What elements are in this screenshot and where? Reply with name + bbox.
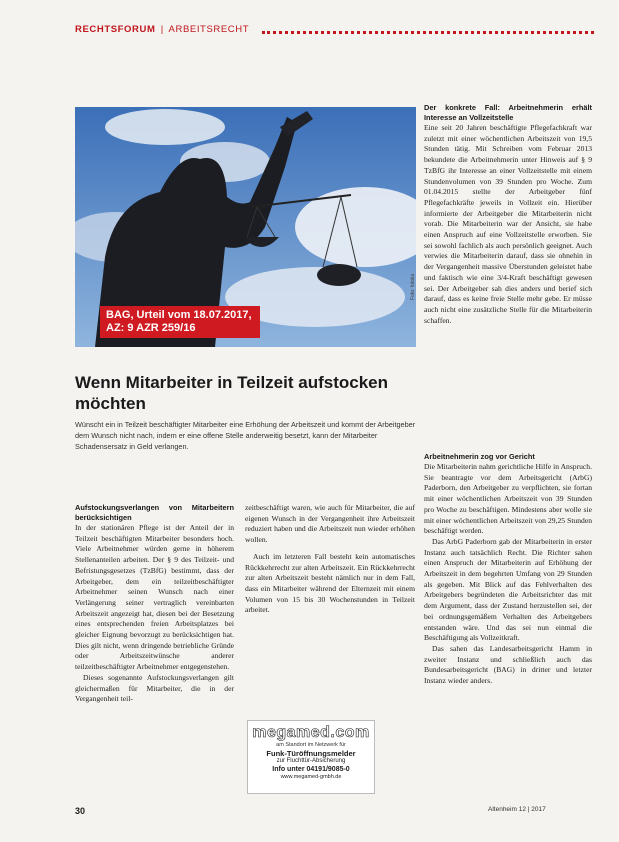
- section-name: RECHTSFORUM: [75, 24, 156, 35]
- subsection-name: ARBEITSRECHT: [168, 24, 250, 35]
- ad-line: am Standort im Netzwerk für: [276, 742, 346, 748]
- paragraph: Das sahen das Landesarbeitsgericht Hamm in zweiter Instanz und schließlich auch das Bundesarbeitsgericht (BAG) in dritter und letzter Instanz wieder anders.: [424, 643, 592, 686]
- magazine-issue: Altenheim 12 | 2017: [488, 806, 546, 813]
- header-dotted-rule: [262, 31, 594, 34]
- paragraph: Das ArbG Paderborn gab der Mitarbeiterin in erster Instanz auch tatsächlich Recht. Die Richter sahen einen Anspruch der Mitarbeiterin auf Erhöhung der Arbeitszeit in dem begehrten Umfang von 29 Stunden als gegeben. Mit Blick auf das Fehlverhalten des Arbeitgebers begründeten die Arbeitsrichter das mit dem Argument, dass der Zustand herzustellen sei, der bei ordnungsgemäßem Verhalten des Arbeitgebers entstanden wäre. Und das sei nun einmal die Beschäftigung als Vollzeitkraft.: [424, 536, 592, 643]
- ruling-case-number: AZ: 9 AZR 259/16: [106, 322, 196, 334]
- advertisement: [247, 720, 375, 794]
- ruling-date: BAG, Urteil vom 18.07.2017,: [106, 309, 252, 321]
- section-header: [75, 24, 249, 35]
- ad-line: zur Fluchttür-Absicherung: [276, 758, 346, 764]
- subheading-konkreter-fall: Der konkrete Fall: Arbeitnehmerin erhält Interesse an Vollzeitstelle: [424, 103, 592, 122]
- paragraph: zeitbeschäftigt waren, wie auch für Mitarbeiter, die auf eigenen Wunsch in der Vergangenheit ihre Arbeitszeit reduziert haben und die Arbeitszeit nun wieder erhöhen wollen.: [245, 503, 415, 545]
- paragraph: Die Mitarbeiterin nahm gerichtliche Hilfe in Anspruch. Sie beantragte vor dem Arbeitsgericht (ArbG) Paderborn, den Arbeitgeber zu verpflichten, sie fortan mit einer wöchentlichen Arbeitszeit von 39 Stunden pro Woche zu beschäftigen. Mindestens aber wolle sie mit einer wöchentlichen Arbeitszeit von 29,25 Stunden beschäftigt werden.: [424, 462, 592, 536]
- ad-headline: Funk-Türöffnungsmelder: [266, 749, 356, 758]
- ad-website: www.megamed-gmbh.de: [280, 774, 342, 780]
- paragraph: Dieses sogenannte Aufstockungsverlangen gilt gleichermaßen für Mitarbeiter, die in der Vergangenheit teil-: [75, 672, 234, 704]
- column-3-bottom: [424, 452, 592, 687]
- photo-credit: Foto: fotolia: [410, 273, 416, 300]
- column-3-top: [424, 103, 592, 326]
- section-separator: |: [160, 24, 164, 35]
- page-number: 30: [75, 806, 86, 816]
- article-lead: Wünscht ein in Teilzeit beschäftigter Mitarbeiter eine Erhöhung der Arbeitszeit und kommt der Arbeitgeber dem Wunsch nicht nach, indem er eine offene Stelle anderweitig besetzt, kann der Mitarbeiter Schadensersatz in Geld verlangen.: [75, 420, 416, 451]
- paragraph: In der stationären Pflege ist der Anteil der in Teilzeit beschäftigten Mitarbeiter besonders hoch. Viele Arbeitnehmer würden gerne in höherem Stellenanteilen arbeiten. Der § 9 des Teilzeit- und Befristungsgesetzes (TzBfG) bestimmt, dass der Arbeitgeber, dem ein teilzeitbeschäftigter Arbeitnehmer seinen Wunsch nach einer Verlängerung seiner vertraglich vereinbarten Arbeitszeit angezeigt hat, diesen bei der Besetzung eines entsprechenden freien Arbeitsplatzes bei gleicher Eignung bevorzugt zu berücksichtigen hat. Dies gilt nicht, wenn dringende betriebliche Gründe oder Arbeitszeitwünsche anderer teilzeitbeschäftigter Arbeitnehmer entgegenstehen.: [75, 523, 234, 672]
- ad-logo: megamed.com: [252, 724, 370, 741]
- column-2: [245, 503, 415, 616]
- subheading-gericht: Arbeitnehmerin zog vor Gericht: [424, 452, 535, 461]
- ruling-badge: [100, 306, 260, 338]
- paragraph: Auch im letzteren Fall besteht kein automatisches Rückkehrrecht zur alten Arbeitszeit. Ein Rückkehrrecht zur alten Arbeitszeit besteht nämlich nur in dem Fall, dass ein Mitarbeiter während der Elternzeit mit einem Volumen von 15 bis 30 Wochenstunden in Teilzeit arbeitet.: [245, 551, 415, 615]
- column-1: [75, 503, 234, 705]
- ad-phone: Info unter 04191/9085-0: [272, 766, 350, 773]
- paragraph: Eine seit 20 Jahren beschäftigte Pflegefachkraft war zuletzt mit einer wöchentlichen Arbeitszeit von 19,5 Stunden tätig. Mit Schreiben vom Februar 2013 bekundete die Arbeitnehmerin unter Hinweis auf § 9 TzBfG ihr Interesse an einer Vollzeitstelle mit einem Stundenvolumen von 39 Stunden pro Woche. Zum 01.04.2015 stellte der Arbeitgeber fünf Pflegefachkräfte jeweils in Vollzeit ein. Hierüber informierte der Arbeitgeber die Mitarbeiterin nicht vorab. Die Mitarbeiterin war der Ansicht, sie habe einen Anspruch auf eine Vollzeitstelle erworben. Sie sei sowohl fachlich als auch persönlich geeignet. Auch verwies die Mitarbeiterin darauf, dass sie ohnehin in der Vergangenheit massive Überstunden geleistet habe und faktisch wie eine 3/4-Kraft beschäftigt gewesen sei. Der Arbeitgeber sah dies anders und berief sich darauf, dass es keine freie Stelle mehr gebe. Er müsse auch nicht eine zusätzliche Stelle für die Mitarbeiterin schaffen.: [424, 123, 592, 325]
- article-title: Wenn Mitarbeiter in Teilzeit aufstocken möchten: [75, 373, 388, 413]
- subheading-aufstockung: Aufstockungsverlangen von Mitarbeitern berücksichtigen: [75, 503, 234, 522]
